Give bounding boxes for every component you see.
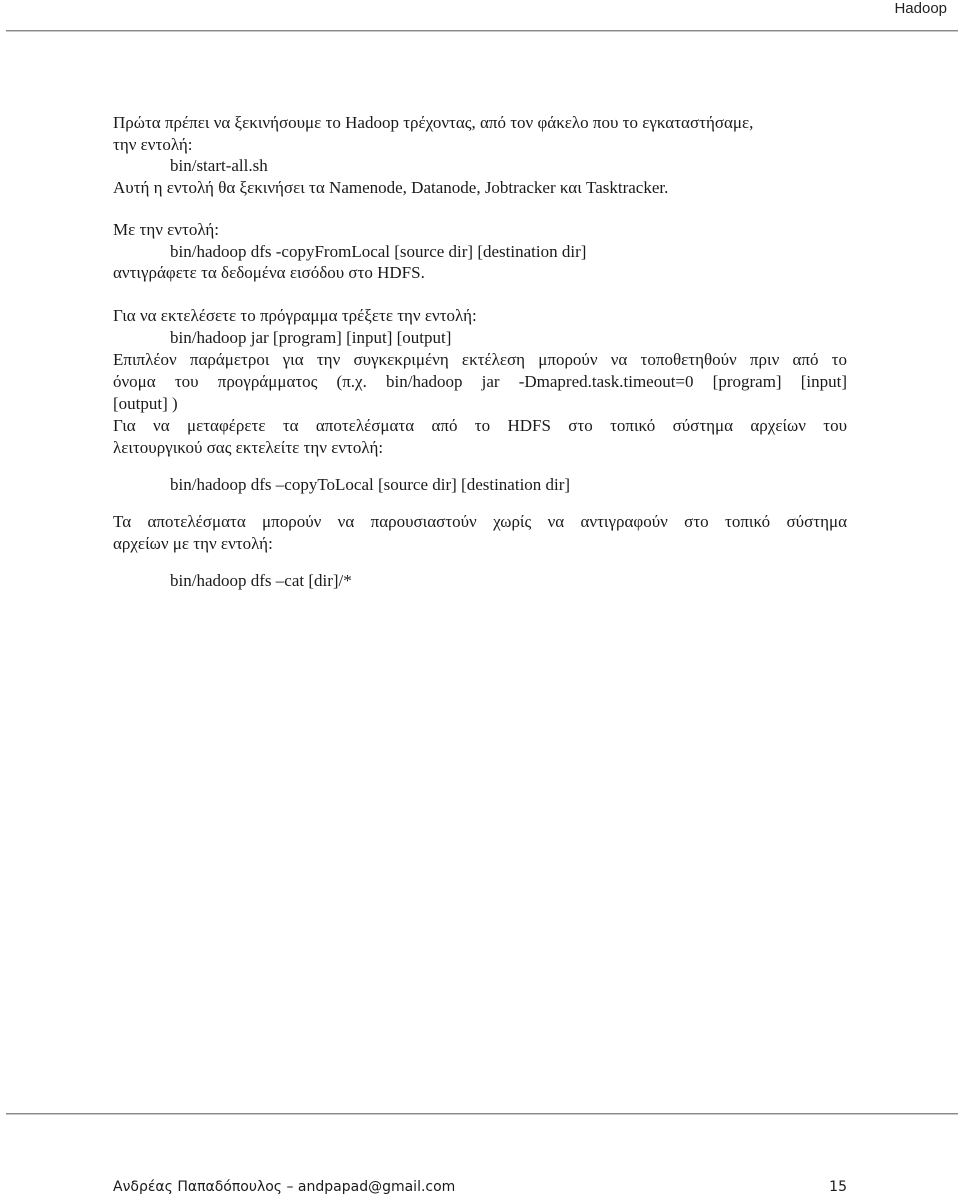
running-header-title: Hadoop <box>894 0 947 17</box>
copy-intro: Με την εντολή: <box>113 220 220 239</box>
start-intro-line-1: Πρώτα πρέπει να ξεκινήσουμε το Hadoop τρέχοντας, από τον φάκελο που το εγκαταστήσαμε, <box>113 113 754 132</box>
to-local-line-2: λειτουργικού σας εκτελείτε την εντολή: <box>113 438 384 457</box>
start-intro-line-2: την εντολή: <box>113 135 193 154</box>
params-line-1: Επιπλέον παράμετροι για την συγκεκριμένη εκτέλεση μπορούν να τοποθετηθούν πριν από το <box>113 350 847 369</box>
to-local-line-1: Για να μεταφέρετε τα αποτελέσματα από το HDFS στο τοπικό σύστημα αρχείων του <box>113 416 847 435</box>
show-results-line-1: Τα αποτελέσματα μπορούν να παρουσιαστούν χωρίς να αντιγραφούν στο τοπικό σύστημα <box>113 512 847 531</box>
header-divider <box>6 30 958 32</box>
copy-to-local-command: bin/hadoop dfs –copyToLocal [source dir] [destination dir] <box>170 475 571 494</box>
show-results-line-2: αρχείων με την εντολή: <box>113 534 273 553</box>
footer-divider <box>6 1113 958 1115</box>
page-number: 15 <box>829 1179 847 1195</box>
footer-author: Ανδρέας Παπαδόπουλος – andpapad@gmail.com <box>113 1179 456 1195</box>
copy-from-local-command: bin/hadoop dfs -copyFromLocal [source dir] [destination dir] <box>170 242 587 261</box>
start-note: Αυτή η εντολή θα ξεκινήσει τα Namenode, Datanode, Jobtracker και Tasktracker. <box>113 178 669 197</box>
run-command: bin/hadoop jar [program] [input] [output] <box>170 328 452 347</box>
run-intro: Για να εκτελέσετε το πρόγραμμα τρέξετε την εντολή: <box>113 306 477 325</box>
params-line-3: [output] ) <box>113 394 178 413</box>
copy-note: αντιγράφετε τα δεδομένα εισόδου στο HDFS. <box>113 263 425 282</box>
cat-command: bin/hadoop dfs –cat [dir]/* <box>170 571 352 590</box>
start-command: bin/start-all.sh <box>170 156 268 175</box>
params-line-2: όνομα του προγράμματος (π.χ. bin/hadoop jar -Dmapred.task.timeout=0 [program] [input] <box>113 372 847 391</box>
